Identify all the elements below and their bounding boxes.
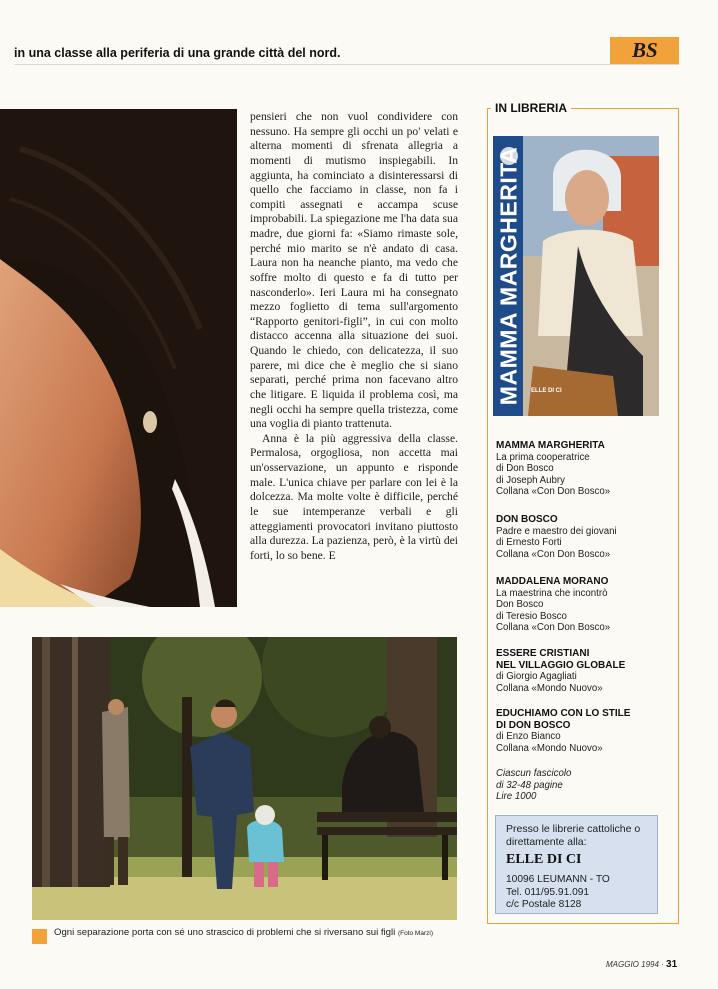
page-number: 31: [666, 959, 678, 970]
photo-credit: (Foto Marzi): [397, 930, 433, 937]
cover-title: MAMMA MARGHERITA: [495, 146, 522, 406]
book-line: di Enzo Bianco: [496, 731, 561, 743]
article-paragraph: pensieri che non vuol condividere con nessuno. Ha sempre gli occhi un po' velati e alterna momenti di sfrenata allegria a momenti di mutismo inspiegabili. In aggiunta, ha cominciato a disinteressarsi di quello che facciamo in classe, non fa i compiti assegnati e accampa scuse improbabili. La spiegazione me l'ha data sua madre, due giorni fa: «Siamo rimaste sole, perché mio marito se n'è andato di casa. Laura non ha neanche pianto, ma vedo che soffre molto di questo e fa di tutto per nasconderlo». Ieri Laura mi ha consegnato mezzo foglietto di tema sull'argomento “Rapporto genitori-figli”, in cui con molto distacco accenna alla situazione dei suoi. Quando le chiedo, con delicatezza, il suo parere, mi dice che è meglio che si siano separati, perché prima non facevano altro che litigare. E liquida il problema così, ma negli occhi ha sempre quella tristezza, come una voglia di pianto trattenuta.: [250, 110, 458, 431]
portrait-photo: [0, 109, 237, 607]
bs-badge: [610, 37, 679, 64]
caption-text: Ogni separazione porta con sé uno strascico di problemi che si riversano sui figli: [54, 927, 396, 938]
book-line: di Giorgio Agagliati: [496, 671, 577, 683]
sidebar-title: IN LIBRERIA: [491, 101, 571, 115]
book-item: [496, 440, 676, 498]
book-line: Collana «Mondo Nuovo»: [496, 742, 603, 754]
book-title: MAMMA MARGHERITA: [496, 440, 605, 451]
publisher-name: ELLE DI CI: [506, 852, 582, 867]
photo-caption: [54, 927, 454, 940]
book-title: ESSERE CRISTIANI: [496, 648, 590, 659]
book-cover: [493, 136, 659, 416]
article-body: [250, 110, 458, 563]
book-title: EDUCHIAMO CON LO STILE: [496, 708, 631, 719]
cover-publisher: ELLE DI CI: [531, 388, 562, 394]
book-line: Collana «Mondo Nuovo»: [496, 682, 603, 694]
publisher-address: 10096 LEUMANN - TO Tel. 011/95.91.091 c/c Postale 8128: [506, 874, 610, 911]
book-line: di Don Bosco: [496, 463, 554, 475]
book-title: MADDALENA MORANO: [496, 576, 609, 587]
price-note: Ciascun fascicolo di 32-48 pagine Lire 1000: [496, 768, 572, 803]
book-item: [496, 648, 676, 694]
book-line: Collana «Con Don Bosco»: [496, 548, 611, 560]
book-line: di Teresio Bosco: [496, 610, 567, 622]
book-line: di Ernesto Forti: [496, 537, 562, 549]
book-title: DON BOSCO: [496, 514, 558, 525]
book-item: [496, 708, 676, 754]
book-title-line2: DI DON BOSCO: [496, 719, 571, 731]
caption-marker: [32, 929, 47, 944]
contact-box: [495, 815, 658, 914]
book-item: [496, 576, 676, 634]
page-footer: [606, 959, 677, 970]
headline: in una classe alla periferia di una grande città del nord.: [14, 46, 341, 60]
issue-date: MAGGIO 1994 ·: [606, 960, 664, 969]
contact-intro: Presso le librerie cattoliche o direttamente alla:: [506, 823, 641, 848]
header-divider: [14, 64, 679, 65]
article-paragraph: Anna è la più aggressiva della classe. Permalosa, orgogliosa, non accetta mai un'osservazione, un appunto e risponde male. L'unica chiave per parlare con lei è la dolcezza. Ma molte volte è difficile, perché le sue intemperanze verbali e gli atteggiamenti provocatori invitano piuttosto alla durezza. La pazienza, però, è la virtù dei forti, lo so bene. E: [250, 431, 458, 562]
book-line: Collana «Con Don Bosco»: [496, 622, 611, 634]
park-photo: [32, 637, 457, 920]
book-line: La maestrina che incontrò: [496, 587, 608, 599]
book-title-line2: NEL VILLAGGIO GLOBALE: [496, 659, 626, 671]
book-line: La prima cooperatrice: [496, 451, 590, 463]
book-line: di Joseph Aubry: [496, 474, 565, 486]
book-item: [496, 514, 676, 560]
book-line: Padre e maestro dei giovani: [496, 525, 617, 537]
bs-badge-label: BS: [632, 38, 658, 62]
book-line: Don Bosco: [496, 599, 544, 611]
book-line: Collana «Con Don Bosco»: [496, 486, 611, 498]
